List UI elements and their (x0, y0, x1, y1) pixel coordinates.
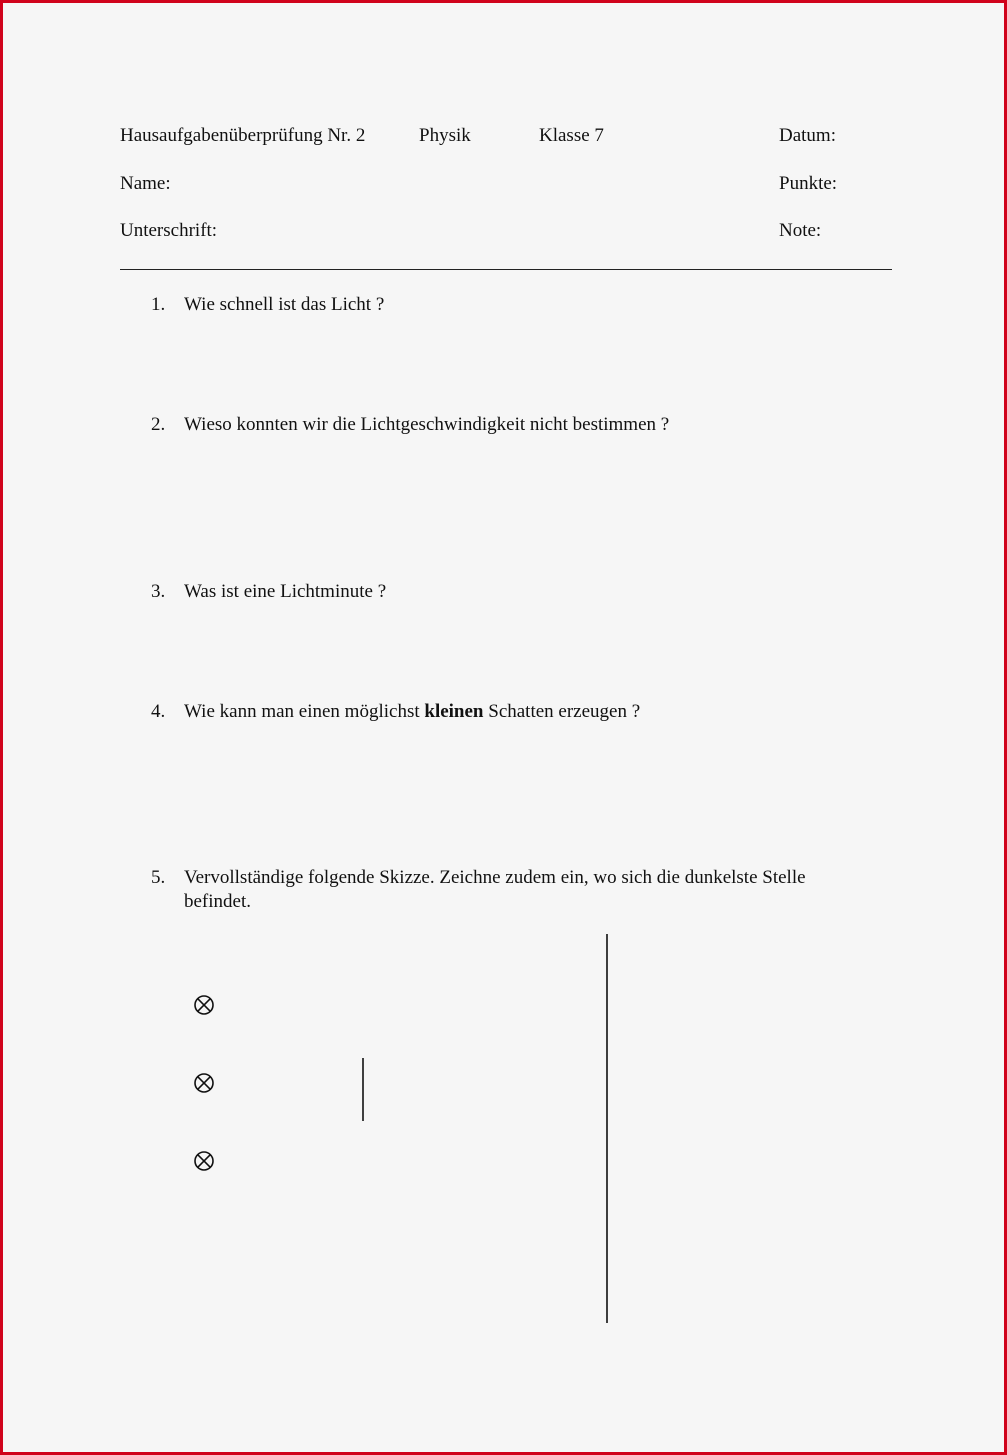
signature-label: Unterschrift: (120, 220, 218, 241)
question-text: Was ist eine Lichtminute ? (184, 581, 387, 602)
question-number: 4. (151, 701, 166, 722)
light-source-icon (195, 1074, 213, 1092)
question-text: Wie schnell ist das Licht ? (184, 294, 385, 315)
subject-label: Physik (419, 125, 471, 146)
light-source-icon (195, 996, 213, 1014)
shadow-sketch (3, 3, 1004, 1452)
question-text: Vervollständige folgende Skizze. Zeichne zudem ein, wo sich die dunkelste Stelle befindet. (184, 867, 806, 912)
question-number: 1. (151, 294, 166, 315)
points-label: Punkte: (779, 173, 838, 194)
grade-label: Note: (779, 220, 822, 241)
question-text-bold: kleinen (424, 701, 484, 722)
class-label: Klasse 7 (539, 125, 604, 146)
question-number: 5. (151, 867, 166, 888)
question-text-end: Schatten erzeugen ? (483, 701, 641, 722)
question-number: 3. (151, 581, 166, 602)
question-number: 2. (151, 414, 166, 435)
question-text-start: Wie kann man einen möglichst (184, 701, 425, 722)
name-label: Name: (120, 173, 171, 194)
question-text: Wieso konnten wir die Lichtgeschwindigkeit nicht bestimmen ? (184, 414, 670, 435)
worksheet-title: Hausaufgabenüberprüfung Nr. 2 (120, 125, 366, 146)
date-label: Datum: (779, 125, 836, 146)
light-source-icon (195, 1152, 213, 1170)
